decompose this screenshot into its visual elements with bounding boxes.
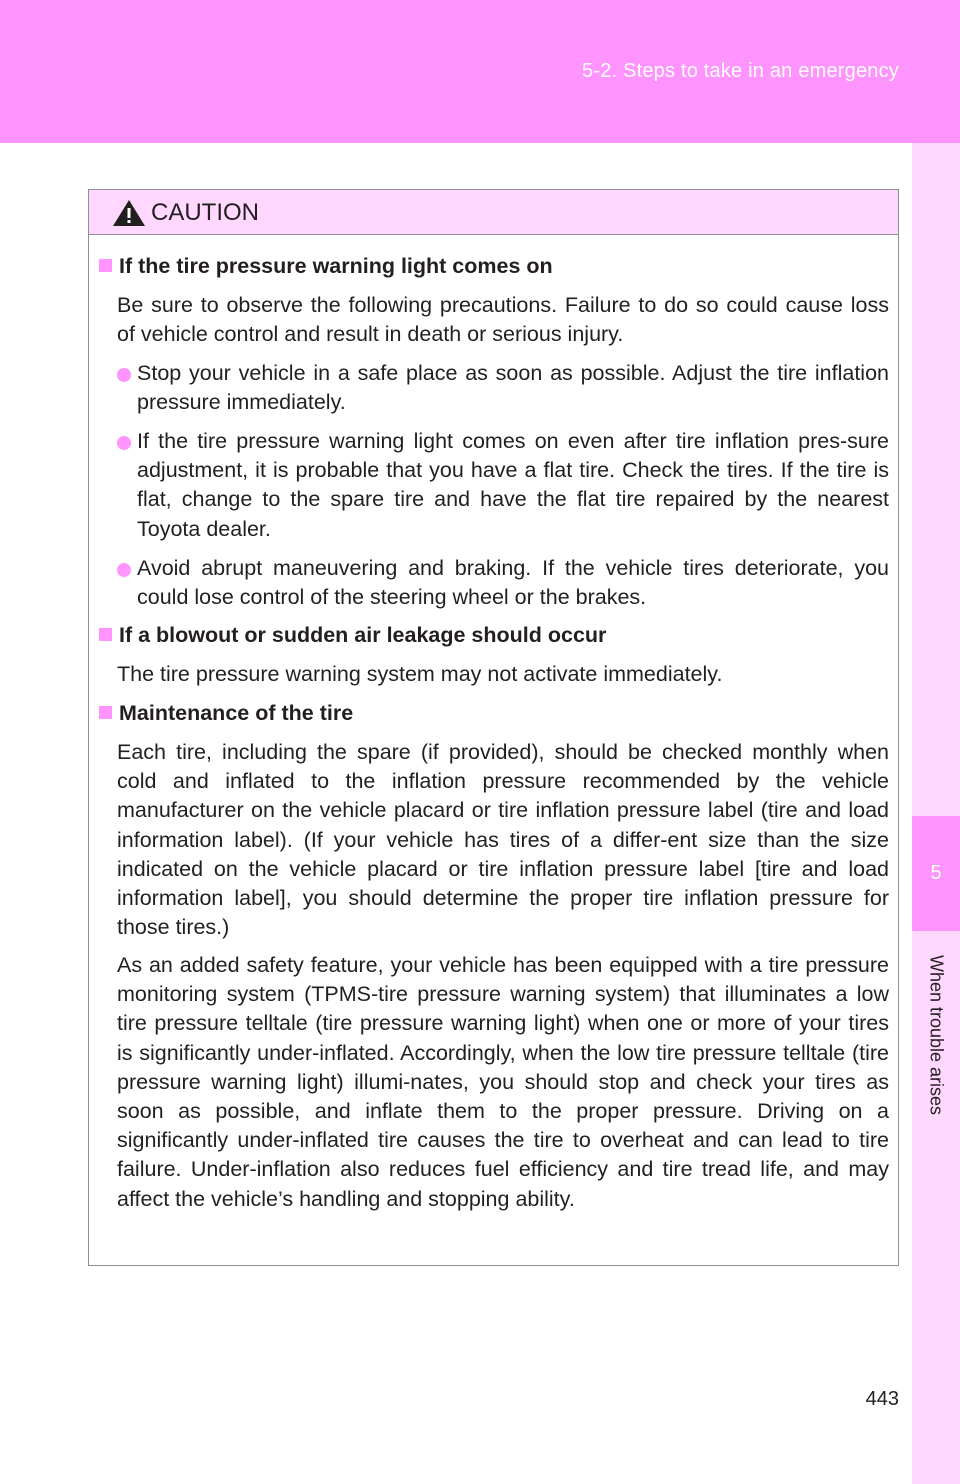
chapter-side-tab: [912, 143, 960, 1484]
square-bullet-icon: [99, 706, 112, 719]
bullet-item: Stop your vehicle in a safe place as soon as possible. Adjust the tire inflation pressure immediately.: [117, 359, 889, 417]
bullet-item: If the tire pressure warning light comes on even after tire inflation pres-sure adjustment, it is probable that you have a flat tire. Check the tires. If the tire is flat, change to the spare tire and have the flat tire repaired by the nearest Toyota dealer.: [117, 427, 889, 544]
circle-bullet-icon: [117, 563, 131, 577]
paragraph: Each tire, including the spare (if provided), should be checked monthly when cold and inflated to the inflation pressure recommended by the vehicle manufacturer on the vehicle placard or tire inflation pressure label (tire and load information label). (If your vehicle has tires of a differ-ent size than the size indicated on the vehicle placard or tire inflation pressure label [tire and load information label], you should determine the proper tire inflation pressure for those tires.): [117, 740, 889, 940]
paragraph: Be sure to observe the following precautions. Failure to do so could cause loss of vehicle control and result in death or serious injury.: [117, 293, 889, 347]
page-number: 443: [865, 1388, 899, 1410]
circle-bullet-icon: [117, 436, 131, 450]
caution-header: [89, 190, 898, 235]
section-heading: If a blowout or sudden air leakage should occur: [99, 623, 606, 648]
square-bullet-icon: [99, 259, 112, 272]
paragraph: As an added safety feature, your vehicle has been equipped with a tire pressure monitoring system (TPMS-tire pressure warning system) that illuminates a low tire pressure telltale (tire pressure warning light) when one or more of your tires is significantly under-inflated. Accordingly, when the low tire pressure telltale (tire pressure warning light) illumi-nates, you should stop and check your tires as soon as possible, and inflate them to the proper pressure. Driving on a significantly under-inflated tire causes the tire to overheat and can lead to tire failure. Under-inflation also reduces fuel efficiency and tire tread life, and may affect the vehicle’s handling and stopping ability.: [117, 953, 889, 1211]
bullet-item: Avoid abrupt maneuvering and braking. If the vehicle tires deteriorate, you could lose control of the steering wheel or the brakes.: [117, 554, 889, 612]
circle-bullet-icon: [117, 368, 131, 382]
warning-triangle-icon: [111, 198, 147, 228]
caution-label: CAUTION: [151, 199, 259, 226]
square-bullet-icon: [99, 628, 112, 641]
caution-box: [88, 189, 899, 1266]
paragraph: The tire pressure warning system may not activate immediately.: [117, 662, 723, 686]
chapter-number: 5: [930, 862, 942, 884]
section-heading: Maintenance of the tire: [99, 701, 353, 726]
chapter-label: When trouble arises: [926, 954, 947, 1116]
section-title: 5-2. Steps to take in an emergency: [582, 60, 899, 82]
section-heading: If the tire pressure warning light comes on: [99, 254, 553, 279]
